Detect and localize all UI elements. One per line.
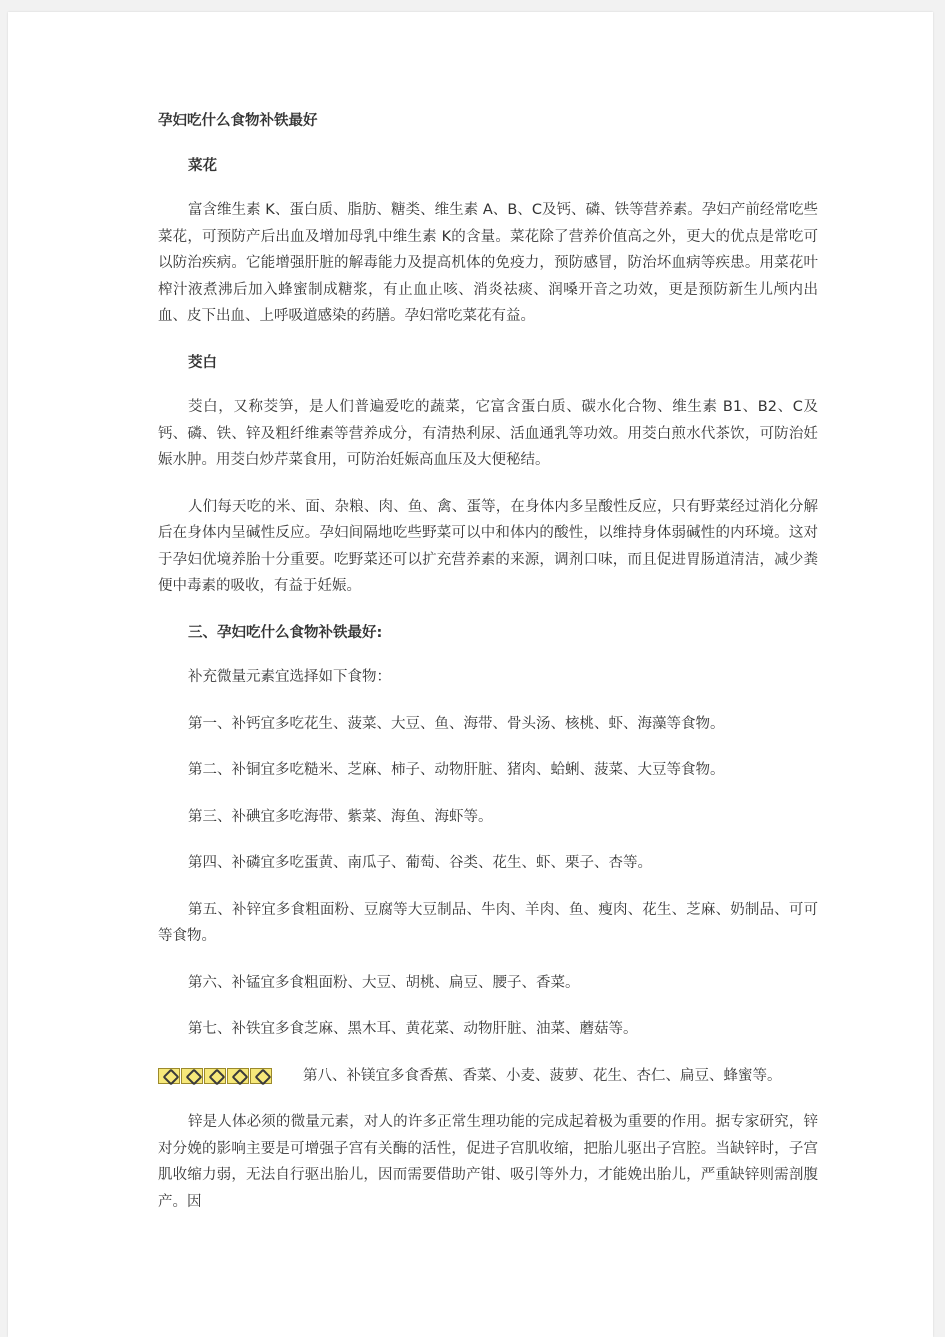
list-item: 第五、补锌宜多食粗面粉、豆腐等大豆制品、牛肉、羊肉、鱼、瘦肉、花生、芝麻、奶制品、可可等食物。 — [158, 901, 818, 944]
article-title: 孕妇吃什么食物补铁最好 — [158, 113, 318, 129]
link-icon[interactable] — [158, 1068, 180, 1084]
list-item: 第三、补碘宜多吃海带、紫菜、海鱼、海虾等。 — [188, 808, 493, 825]
list-item: 第七、补铁宜多食芝麻、黑木耳、黄花菜、动物肝脏、油菜、蘑菇等。 — [188, 1021, 638, 1037]
link-icon[interactable] — [204, 1068, 226, 1084]
list-item: 第四、补磷宜多吃蛋黄、南瓜子、葡萄、谷类、花生、虾、栗子、杏等。 — [188, 855, 652, 871]
paragraph-cauliflower: 富含维生素 K、蛋白质、脂肪、糖类、维生素 A、B、C及钙、磷、铁等营养素。孕妇产前经常吃些菜花，可预防产后出血及增加母乳中维生素 K的含量。菜花除了营养价值高之外，更大的优点是常吃可以防治疾病。它能增强肝脏的解毒能力及提高机体的免疫力，预防感冒，防治坏血病等疾患。用菜花叶榨汁液煮沸后加入蜂蜜制成糖浆，有止血止咳、消炎祛痰、润嗓开音之功效，更是预防新生儿颅内出血、皮下出血、上呼吸道感染的药膳。孕妇常吃菜花有益。 — [158, 202, 818, 324]
list-item: 第一、补钙宜多吃花生、菠菜、大豆、鱼、海带、骨头汤、核桃、虾、海藻等食物。 — [188, 715, 725, 732]
section-heading-cauliflower: 菜花 — [188, 157, 217, 174]
document-page — [8, 12, 933, 1337]
list-item-with-icons — [158, 1063, 818, 1090]
link-icon[interactable] — [181, 1068, 203, 1084]
article-body — [158, 108, 818, 1235]
section-heading-jiaobai: 茭白 — [188, 354, 217, 371]
icon-strip — [158, 1068, 273, 1084]
section-heading-iron-foods: 三、孕妇吃什么食物补铁最好: — [188, 624, 383, 641]
paragraph-zinc: 锌是人体必须的微量元素，对人的许多正常生理功能的完成起着极为重要的作用。据专家研究，锌对分娩的影响主要是可增强子宫有关酶的活性，促进子宫肌收缩，把胎儿驱出子宫腔。当缺锌时，子宫肌收缩力弱，无法自行驱出胎儿，因而需要借助产钳、吸引等外力，才能娩出胎儿，严重缺锌则需剖腹产。因 — [158, 1114, 818, 1210]
list-item: 第二、补铜宜多吃糙米、芝麻、柿子、动物肝脏、猪肉、蛤蜊、菠菜、大豆等食物。 — [188, 762, 725, 778]
link-icon[interactable] — [250, 1068, 272, 1084]
list-item: 第六、补锰宜多食粗面粉、大豆、胡桃、扁豆、腰子、香菜。 — [188, 974, 580, 991]
list-item-text: 第八、补镁宜多食香蕉、香菜、小麦、菠萝、花生、杏仁、扁豆、蜂蜜等。 — [303, 1067, 782, 1084]
paragraph-intro: 补充微量元素宜选择如下食物： — [188, 669, 391, 685]
link-icon[interactable] — [227, 1068, 249, 1084]
paragraph-wild-vegetables: 人们每天吃的米、面、杂粮、肉、鱼、禽、蛋等，在身体内多呈酸性反应，只有野菜经过消化分解后在身体内呈碱性反应。孕妇间隔地吃些野菜可以中和体内的酸性，以维持身体弱碱性的内环境。这对于孕妇优境养胎十分重要。吃野菜还可以扩充营养素的来源，调剂口味，而且促进胃肠道清洁，减少粪便中毒素的吸收，有益于妊娠。 — [158, 498, 818, 594]
paragraph-jiaobai: 茭白，又称茭笋，是人们普遍爱吃的蔬菜，它富含蛋白质、碳水化合物、维生素 B1、B2、C及钙、磷、铁、锌及粗纤维素等营养成分，有清热利尿、活血通乳等功效。用茭白煎水代茶饮，可防治妊娠水肿。用茭白炒芹菜食用，可防治妊娠高血压及大便秘结。 — [158, 399, 818, 468]
